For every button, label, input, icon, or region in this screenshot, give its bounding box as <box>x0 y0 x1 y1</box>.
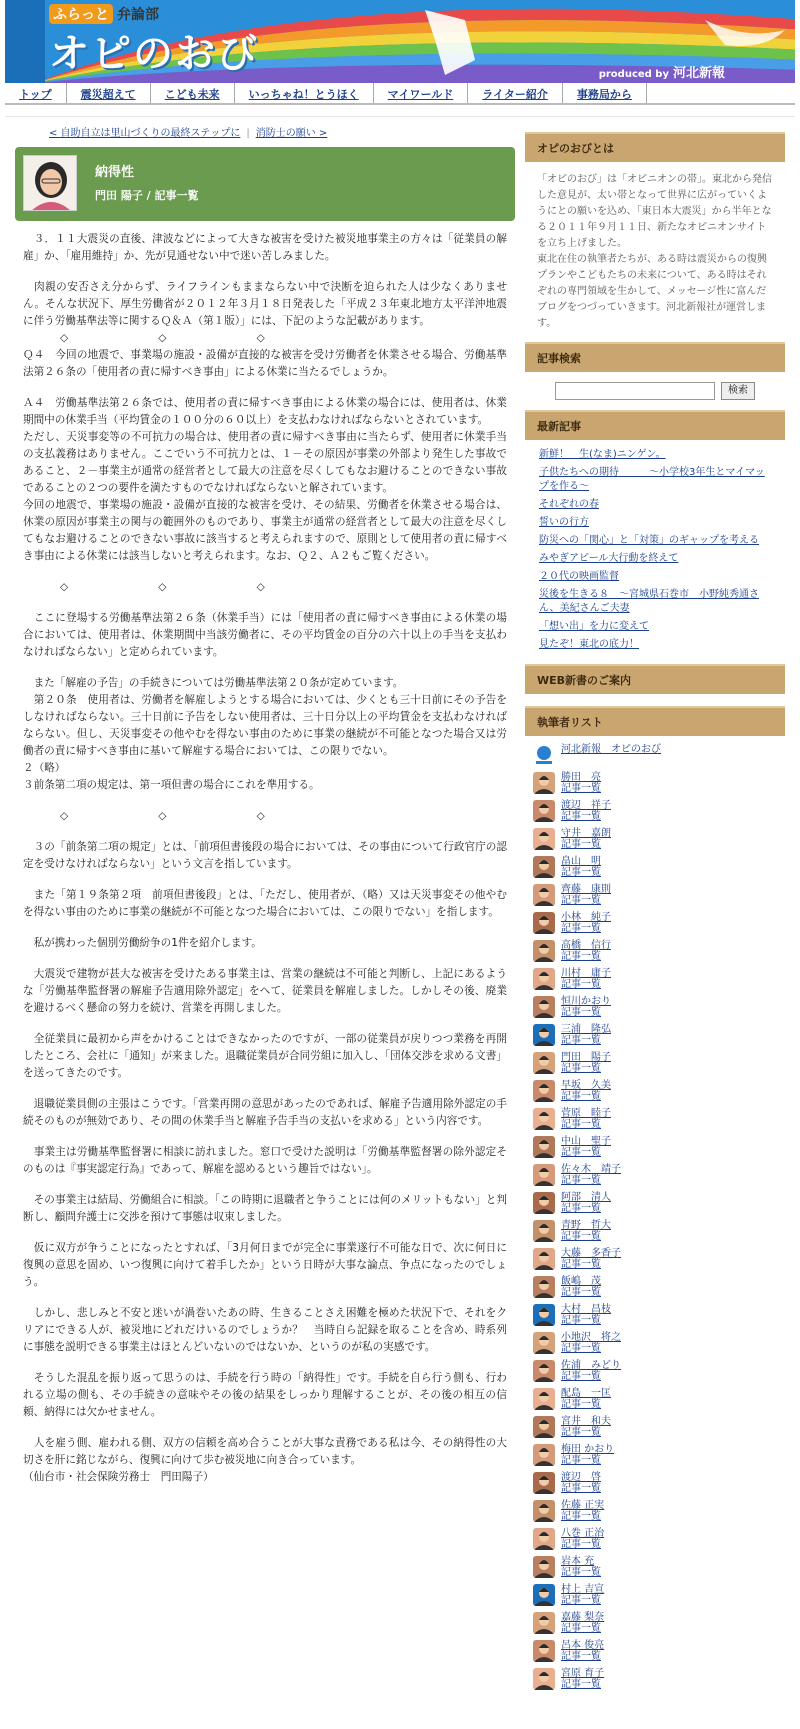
latest-article-item <box>539 534 771 548</box>
main-column <box>15 118 515 1486</box>
page <box>5 0 795 1729</box>
writer-articles-link[interactable]: 記事一覧 <box>561 895 601 906</box>
article-paragraph: 退職従業員側の主張はこうです。「営業再開の意思があったのであれば、解雇予告適用除外認定の手続そのものが無効であり、その間の休業手当と解雇予告手当の支払いを求める」という内容です。 <box>23 1098 507 1127</box>
writer-item <box>533 996 777 1024</box>
search-heading: 記事検索 <box>525 342 785 372</box>
writer-name-link[interactable]: 佐々木 靖子 <box>561 1164 621 1175</box>
writer-item <box>533 1108 777 1136</box>
writer-avatar-icon[interactable] <box>533 1444 555 1466</box>
latest-article-item <box>539 638 771 652</box>
article-paragraph: ただし、天災事変等の不可抗力の場合は、使用者の責に帰すべき事由に当たらず、使用者に休業手当の支払義務はありません。ここでいう不可抗力とは、１－その原因が事業の外部より発生した事故であること、２－事業主が通常の経営者として最大の注意を尽くしてもなお避けることのできない事故であることの２つの要件を満たすものでなければならないと解されています。 <box>23 431 507 494</box>
article-paragraph: その事業主は結局、労働組合に相談。「この時期に退職者と争うことには何のメリットもない」と判断し、顧問弁護士に交渉を預けて事態は収束しました。 <box>23 1194 507 1223</box>
nav-kodomo[interactable]: こども未来 <box>151 83 235 103</box>
writer-item <box>533 1080 777 1108</box>
writer-articles-link[interactable]: 記事一覧 <box>561 1091 601 1102</box>
writer-text <box>561 1276 601 1298</box>
writer-name-link[interactable]: 宮原 育子 <box>561 1668 605 1679</box>
search-form <box>525 372 785 410</box>
writer-item <box>533 1024 777 1052</box>
article-paragraph: 第２０条 使用者は、労働者を解雇しようとする場合においては、少くとも三十日前にその予告をしなければならない。三十日前に予告をしない使用者は、三十日分以上の平均賃金を支払わなければならない。但し、天災事変その他やむを得ない事由のために事業の継続が不可能となつた場合又は労働者の責に帰すべき事由に基いて解雇する場合においては、この限りでない。 <box>23 694 507 757</box>
writer-avatar-icon[interactable] <box>533 1304 555 1326</box>
writer-avatar-icon[interactable] <box>533 884 555 906</box>
writer-text <box>561 1360 621 1382</box>
writer-item <box>533 856 777 884</box>
writer-name-link[interactable]: 勝田 亮 <box>561 772 601 783</box>
writer-articles-link[interactable]: 記事一覧 <box>561 1623 601 1634</box>
writer-item <box>533 1612 777 1640</box>
writer-articles-link[interactable]: 記事一覧 <box>561 951 601 962</box>
writer-name-link[interactable]: 三浦 隆弘 <box>561 1024 611 1035</box>
latest-article-item <box>539 448 771 462</box>
latest-article-link[interactable]: 見たぞ！東北の底力！ <box>539 639 639 650</box>
writer-articles-link[interactable]: 記事一覧 <box>561 1315 601 1326</box>
author-photo <box>23 155 77 211</box>
writer-name-link[interactable]: 青野 哲大 <box>561 1220 611 1231</box>
writer-name-link[interactable]: 守井 嘉朗 <box>561 828 611 839</box>
writer-avatar-icon[interactable] <box>533 940 555 962</box>
paragraph-gap <box>15 794 515 808</box>
article-paragraph: また「第１９条第２項 前項但書後段」とは、「ただし、使用者が、（略）又は天災事変その他やむを得ない事由のために事業の継続が不可能となつた場合においては、この限りでない」を指します。 <box>23 889 507 918</box>
article-title: 納得性 <box>95 165 135 180</box>
nav-office[interactable]: 事務局から <box>563 83 647 103</box>
writer-name-link[interactable]: 恒川かおり <box>561 996 611 1007</box>
latest-article-item <box>539 588 771 616</box>
writer-text <box>561 1332 621 1354</box>
writer-avatar-icon[interactable] <box>533 1220 555 1242</box>
writer-text <box>561 800 611 822</box>
writer-name-link[interactable]: 佐浦 みどり <box>561 1360 621 1371</box>
writer-item <box>533 884 777 912</box>
writer-item <box>533 968 777 996</box>
article-body <box>15 231 515 1486</box>
writer-avatar-icon[interactable] <box>533 1248 555 1270</box>
writer-name-link[interactable]: 齊藤 康則 <box>561 884 611 895</box>
paragraph-gap <box>15 1356 515 1370</box>
writer-name-link[interactable]: 小地沢 将之 <box>561 1332 621 1343</box>
author-articles-link[interactable]: 記事一覧 <box>154 189 199 202</box>
writer-articles-link[interactable]: 記事一覧 <box>561 1287 601 1298</box>
writer-item <box>533 1388 777 1416</box>
article-paragraph: 全従業員に最初から声をかけることはできなかったのですが、一部の従業員が戻りつつ業務を再開したところ、会社に「通知」が来ました。退職従業員が合同労組に加入し、「団体交渉を求める文書」を送ってきたのです。 <box>23 1033 507 1079</box>
paragraph-gap <box>15 1178 515 1192</box>
writer-avatar-icon[interactable] <box>533 1136 555 1158</box>
pager-separator: | <box>246 128 250 139</box>
logo-club: 弁論部 <box>117 7 159 23</box>
latest-article-item <box>539 620 771 634</box>
writer-text <box>561 1416 611 1438</box>
writer-articles-link[interactable]: 記事一覧 <box>561 1007 601 1018</box>
writer-name-link[interactable]: 中山 聖子 <box>561 1136 611 1147</box>
paragraph-gap <box>15 825 515 839</box>
nav-myworld[interactable]: マイワールド <box>374 83 469 103</box>
search-input[interactable] <box>555 382 715 400</box>
latest-article-link[interactable]: 災後を生きる８ 〜宮城県石巻市 小野純秀通さん、美紀さんご夫妻 <box>539 589 759 614</box>
writer-text <box>561 828 611 850</box>
web-books-heading[interactable]: WEB新書のご案内 <box>525 664 785 694</box>
writer-articles-link[interactable]: 記事一覧 <box>561 1343 601 1354</box>
writer-item <box>533 744 777 772</box>
writer-item <box>533 1192 777 1220</box>
writer-text <box>561 1080 611 1102</box>
writer-text <box>561 744 661 755</box>
paragraph-gap <box>15 661 515 675</box>
nav-shinsai[interactable]: 震災超えて <box>67 83 151 103</box>
writer-avatar-icon[interactable] <box>533 1024 555 1046</box>
sidebar <box>525 132 785 1704</box>
writer-avatar-icon[interactable] <box>533 1052 555 1074</box>
writer-name-link[interactable]: 渡辺 啓 <box>561 1472 601 1483</box>
writer-articles-link[interactable]: 記事一覧 <box>561 1427 601 1438</box>
writer-articles-link[interactable]: 記事一覧 <box>561 1175 601 1186</box>
writer-avatar-icon[interactable] <box>533 912 555 934</box>
writer-avatar-icon[interactable] <box>533 1164 555 1186</box>
article-paragraph: 事業主は労働基準監督署に相談に訪れました。窓口で受けた説明は「労働基準監督署の除外認定そのものは『事実認定行為』であって、解雇を認めるという趣旨ではない」。 <box>23 1146 507 1175</box>
latest-heading: 最新記事 <box>525 410 785 440</box>
writer-avatar-icon[interactable] <box>533 1192 555 1214</box>
writer-articles-link[interactable]: 記事一覧 <box>561 1063 601 1074</box>
writer-item <box>533 1276 777 1304</box>
writer-name-link[interactable]: 八巻 正治 <box>561 1528 605 1539</box>
writer-articles-link[interactable]: 記事一覧 <box>561 1203 601 1214</box>
writer-item <box>533 1472 777 1500</box>
writer-avatar-icon[interactable] <box>533 1612 555 1634</box>
writers-heading: 執筆者リスト <box>525 706 785 736</box>
writer-name-link[interactable]: 宮井 和夫 <box>561 1416 611 1427</box>
writer-text <box>561 1444 614 1466</box>
paragraph-gap <box>15 1082 515 1096</box>
writer-text <box>561 1052 611 1074</box>
writer-articles-link[interactable]: 記事一覧 <box>561 839 601 850</box>
writer-avatar-icon[interactable] <box>533 1388 555 1410</box>
latest-article-link[interactable]: 子供たちへの期待 〜小学校3年生とマイマップを作る〜 <box>539 467 765 492</box>
latest-article-link[interactable]: 防災への「関心」と「対策」のギャップを考える <box>539 535 759 546</box>
writer-name-link[interactable]: 村上 吉宣 <box>561 1584 605 1595</box>
writer-articles-link[interactable]: 記事一覧 <box>561 1455 601 1466</box>
site-banner[interactable] <box>5 0 795 83</box>
writer-avatar-icon[interactable] <box>533 1080 555 1102</box>
paragraph-gap <box>15 381 515 395</box>
writer-item <box>533 1556 777 1584</box>
paragraph-gap <box>15 1291 515 1305</box>
writer-text <box>561 1220 611 1242</box>
writer-avatar-icon[interactable] <box>533 1108 555 1130</box>
paragraph-gap <box>15 1130 515 1144</box>
writer-name-link[interactable]: 飯嶋 茂 <box>561 1276 601 1287</box>
article-paragraph: 今回の地震で、事業場の施設・設備が直接的な被害を受け、その結果、労働者を休業させる場合は、休業の原因が事業主の関与の範囲外のものであり、事業主が通常の経営者として最大の注意を尽くしてもなお避けることのできない事故に該当すると考えられますので、原則として使用者の責に帰すべき事由による休業には該当しないと考えられます。なお、Ｑ２、Ａ２もご覧ください。 <box>23 499 507 562</box>
nav-tohoku[interactable]: いっちゃね！とうほく <box>235 83 374 103</box>
article-paragraph: ２（略） <box>23 762 66 774</box>
divider <box>5 105 795 117</box>
writer-articles-link[interactable]: 記事一覧 <box>561 1147 601 1158</box>
kahoku-logo-icon[interactable] <box>533 744 555 766</box>
writer-articles-link[interactable]: 記事一覧 <box>561 1567 601 1578</box>
writer-articles-link[interactable]: 記事一覧 <box>561 1595 601 1606</box>
writer-articles-link[interactable]: 記事一覧 <box>561 923 601 934</box>
article-paragraph: ◇ ◇ ◇ <box>60 581 267 593</box>
article-paragraph: 大震災で建物が甚大な被害を受けたある事業主は、営業の継続は不可能と判断し、上記にあるような「労働基準監督署の解雇予告適用除外認定」をへて、従業員を解雇しました。しかしその後、廃業を避けるべく懸命の努力を続け、営業を再開しました。 <box>23 968 507 1014</box>
about-paragraph-1: 「オピのおび」は「オピニオンの帯」。東北から発信した意見が、太い帯となって世界に広がっていくようにとの願いを込め、「東日本大震災」から半年となる２０１１年９月１１日、新たなオピニオンサイトを立ち上げました。 <box>537 174 772 249</box>
writer-item <box>533 940 777 968</box>
writer-avatar-icon[interactable] <box>533 856 555 878</box>
writer-avatar-icon[interactable] <box>533 1668 555 1690</box>
writer-avatar-icon[interactable] <box>533 968 555 990</box>
spacer <box>525 694 785 706</box>
writer-text <box>561 1108 611 1130</box>
writer-name-link[interactable]: 渡辺 祥子 <box>561 800 611 811</box>
article-paragraph: ◇ ◇ ◇ <box>60 332 267 344</box>
writer-text <box>561 968 611 990</box>
writer-articles-link[interactable]: 記事一覧 <box>561 1511 601 1522</box>
article-author: 門田 陽子 / 記事一覧 <box>95 189 199 202</box>
writer-text <box>561 1472 601 1494</box>
writer-text <box>561 1612 604 1634</box>
writer-articles-link[interactable]: 記事一覧 <box>561 1399 601 1410</box>
writer-item <box>533 1528 777 1556</box>
prev-article-link[interactable]: < 自助自立は里山づくりの最終ステップに <box>49 128 241 139</box>
article-paragraph: 仮に双方が争うことになったとすれば、「3月何日までが完全に事業遂行不可能な日で、次に何日に復興の意思を固め、いつ復興に向けて着手したか」という日時が大事な論点、争点になったのでしょう。 <box>23 1242 507 1288</box>
writer-name-link[interactable]: 高橋 信行 <box>561 940 611 951</box>
paragraph-gap <box>15 596 515 610</box>
latest-article-item <box>539 466 771 494</box>
writer-avatar-icon[interactable] <box>533 800 555 822</box>
writer-item <box>533 1220 777 1248</box>
article-paragraph: ３の「前条第二項の規定」とは、「前項但書後段の場合においては、その事由について行政官庁の認定を受けなければならない」という文言を指しています。 <box>23 841 507 870</box>
writer-avatar-icon[interactable] <box>533 1556 555 1578</box>
writer-name-link[interactable]: 畠山 明 <box>561 856 601 867</box>
writer-name-link[interactable]: 配島 一匡 <box>561 1388 611 1399</box>
writer-text <box>561 1192 611 1214</box>
paragraph-gap <box>15 921 515 935</box>
writer-name-link[interactable]: 佐藤 正実 <box>561 1500 605 1511</box>
latest-article-link[interactable]: 新鮮！ 生(なま)ニンゲン。 <box>539 449 666 460</box>
writer-name-link[interactable]: 早坂 久美 <box>561 1080 611 1091</box>
writer-avatar-icon[interactable] <box>533 1584 555 1606</box>
article-header <box>15 147 515 221</box>
writer-item <box>533 1164 777 1192</box>
writer-articles-link[interactable]: 記事一覧 <box>561 783 601 794</box>
paragraph-gap <box>15 1017 515 1031</box>
writer-name-link[interactable]: 大藤 多香子 <box>561 1248 621 1259</box>
writer-item <box>533 1584 777 1612</box>
about-heading: オピのおびとは <box>525 132 785 162</box>
about-text <box>525 162 785 342</box>
paragraph-gap <box>15 565 515 579</box>
writer-articles-link[interactable]: 記事一覧 <box>561 1259 601 1270</box>
writer-articles-link[interactable]: 記事一覧 <box>561 1231 601 1242</box>
paragraph-gap <box>15 1226 515 1240</box>
writer-item <box>533 912 777 940</box>
latest-article-item <box>539 570 771 584</box>
paragraph-gap <box>15 265 515 279</box>
writer-avatar-icon[interactable] <box>533 1500 555 1522</box>
writer-item <box>533 828 777 856</box>
writer-name-link[interactable]: 小林 純子 <box>561 912 611 923</box>
next-article-link[interactable]: 消防士の願い > <box>255 128 328 139</box>
writer-item <box>533 1668 777 1696</box>
article-paragraph: Ｑ４ 今回の地震で、事業場の施設・設備が直接的な被害を受け労働者を休業させる場合、労働基準法第２６条の「使用者の責に帰すべき事由」による休業に当たるでしょうか。 <box>23 349 507 378</box>
writer-text <box>561 1668 604 1690</box>
writer-text <box>561 1136 611 1158</box>
writer-articles-link[interactable]: 記事一覧 <box>561 1371 601 1382</box>
article-paragraph: ３．１１大震災の直後、津波などによって大きな被害を受けた被災地事業主の方々は「従業員の解雇」か、「雇用維持」か、先が見通せない中で迷い苦しみました。 <box>23 233 507 262</box>
article-paragraph: しかし、悲しみと不安と迷いが渦巻いたあの時、生きることさえ困難を極めた状況下で、それをクリアにできる人が、被災地にどれだけいるのでしょうか？ 当時自ら記録を取ることを含め、時系列に事態を説明できる事業主はほとんどいないのではないか、というのが私の実感です。 <box>23 1307 507 1353</box>
writer-articles-link[interactable]: 記事一覧 <box>561 979 601 990</box>
writer-text <box>561 1304 611 1326</box>
writer-avatar-icon[interactable] <box>533 1360 555 1382</box>
article-paragraph: ここに登場する労働基準法第２６条（休業手当）には「使用者の責に帰すべき事由による休業の場合においては、使用者は、休業期間中当該労働者に、その平均賃金の百分の六十以上の手当を支払わなければならない」と定められています。 <box>23 612 507 658</box>
article-paragraph: 人を雇う側、雇われる側、双方の信頼を高め合うことが大事な責務である私は今、その納得性の大切さを肝に銘じながら、復興に向けて歩む被災地に向き合っています。 <box>23 1437 507 1466</box>
article-paragraph: ３前条第二項の規定は、第一項但書の場合にこれを準用する。 <box>23 779 320 791</box>
paragraph-gap <box>15 1421 515 1435</box>
writer-avatar-icon[interactable] <box>533 1416 555 1438</box>
latest-article-item <box>539 552 771 566</box>
article-paragraph: ◇ ◇ ◇ <box>60 810 267 822</box>
writer-articles-link[interactable]: 記事一覧 <box>561 1483 601 1494</box>
writer-name-link[interactable]: 門田 陽子 <box>561 1052 611 1063</box>
latest-article-link[interactable]: 誓いの行方 <box>539 517 589 528</box>
writer-text <box>561 884 611 906</box>
latest-article-item <box>539 498 771 512</box>
produced-by-label: produced by <box>598 69 669 80</box>
writer-item <box>533 1444 777 1472</box>
writer-item <box>533 1416 777 1444</box>
writer-text <box>561 856 601 878</box>
article-paragraph: 肉親の安否さえ分からず、ライフラインもままならない中で決断を迫られた人は少なくありません。そんな状況下、厚生労働省が２０１２年３月１８日発表した「平成２３年東北地方太平洋沖地震に伴う労働基準法等に関するＱ＆Ａ（第１版）」には、下記のような記載があります。 <box>23 281 507 327</box>
writer-text <box>561 1248 621 1270</box>
writer-item <box>533 800 777 828</box>
writer-avatar-icon[interactable] <box>533 1472 555 1494</box>
writer-articles-link[interactable]: 記事一覧 <box>561 1539 601 1550</box>
writer-avatar-icon[interactable] <box>533 1332 555 1354</box>
site-logo[interactable] <box>49 4 259 79</box>
global-nav <box>5 83 795 105</box>
writer-text <box>561 1024 611 1046</box>
writer-text <box>561 1584 604 1606</box>
writer-avatar-icon[interactable] <box>533 1276 555 1298</box>
writer-item <box>533 1500 777 1528</box>
search-button[interactable]: 検索 <box>721 382 755 400</box>
writer-name-link[interactable]: 岩本 充 <box>561 1556 595 1567</box>
latest-article-item <box>539 516 771 530</box>
writer-articles-link[interactable]: 記事一覧 <box>561 1119 601 1130</box>
latest-articles <box>525 440 785 664</box>
article-paragraph: また「解雇の予告」の手続きについては労働基準法第２０条が定めています。 <box>23 677 404 689</box>
writer-articles-link[interactable]: 記事一覧 <box>561 1679 601 1690</box>
writer-item <box>533 1052 777 1080</box>
writer-text <box>561 1164 621 1186</box>
writer-text <box>561 996 611 1018</box>
writer-articles-link[interactable]: 記事一覧 <box>561 1651 601 1662</box>
writer-item <box>533 1640 777 1668</box>
author-avatar-icon <box>24 156 77 211</box>
writer-item <box>533 1248 777 1276</box>
nav-top[interactable]: トップ <box>5 83 67 103</box>
writer-name-link[interactable]: 呂本 俊亮 <box>561 1640 605 1651</box>
writer-item <box>533 1332 777 1360</box>
writer-name-link[interactable]: 梅田 かおり <box>561 1444 615 1455</box>
nav-writers[interactable]: ライター紹介 <box>468 83 563 103</box>
writer-articles-link[interactable]: 記事一覧 <box>561 867 601 878</box>
writer-text <box>561 1556 601 1578</box>
paragraph-gap <box>15 873 515 887</box>
writer-item <box>533 1304 777 1332</box>
writer-item <box>533 1360 777 1388</box>
latest-article-link[interactable]: それぞれの春 <box>539 499 599 510</box>
logo-prefix: ふらっと <box>49 4 113 24</box>
writer-avatar-icon[interactable] <box>533 828 555 850</box>
writer-text <box>561 1500 604 1522</box>
paragraph-gap <box>15 952 515 966</box>
writer-text <box>561 772 601 794</box>
article-pager <box>15 118 515 147</box>
latest-article-link[interactable]: みやぎアピール大行動を終えて <box>539 553 679 564</box>
logo-title: オピのおび <box>49 31 259 77</box>
writer-name-link[interactable]: 菅原 睦子 <box>561 1108 611 1119</box>
writer-avatar-icon[interactable] <box>533 772 555 794</box>
latest-article-link[interactable]: 「想い出」を力に変えて <box>539 621 649 632</box>
writer-avatar-icon[interactable] <box>533 1528 555 1550</box>
article-paragraph: 私が携わった個別労働紛争の1件を紹介します。 <box>23 937 262 949</box>
article-paragraph: そうした混乱を振り返って思うのは、手続を行う時の「納得性」です。手続を自ら行う側も、行われる立場の側も、その手続きの意味やその後の結果をしっかり理解することが、その後の相互の信頼、納得には欠かせません。 <box>23 1372 507 1418</box>
article-paragraph: （仙台市・社会保険労務士 門田陽子） <box>23 1471 214 1483</box>
author-name[interactable]: 門田 陽子 <box>95 189 143 202</box>
writer-text <box>561 940 611 962</box>
writer-avatar-icon[interactable] <box>533 1640 555 1662</box>
article-paragraph: Ａ４ 労働基準法第２６条では、使用者の責に帰すべき事由による休業の場合には、使用者は、休業期間中の休業手当（平均賃金の１００分の６０以上）を支払わなければならないとされています。 <box>23 397 507 426</box>
writer-item <box>533 1136 777 1164</box>
writer-name-link[interactable]: 嘉藤 梨奈 <box>561 1612 605 1623</box>
writer-name-link[interactable]: 阿部 清人 <box>561 1192 611 1203</box>
latest-article-link[interactable]: ２０代の映画監督 <box>539 571 619 582</box>
writer-avatar-icon[interactable] <box>533 996 555 1018</box>
writer-text <box>561 1388 611 1410</box>
writer-name-link[interactable]: 川村 庸子 <box>561 968 611 979</box>
writers-list <box>525 736 785 1704</box>
produced-by <box>599 62 725 81</box>
writer-articles-link[interactable]: 記事一覧 <box>561 811 601 822</box>
writer-text <box>561 912 611 934</box>
company-name: 河北新報 <box>672 66 725 81</box>
about-paragraph-2: 東北在住の執筆者たちが、ある時は震災からの復興プランやこどもたちの未来について、ある時はそれぞれの専門領域を生かして、メッセージ性に富んだブログをつづっていきます。河北新報社が運営します。 <box>537 254 767 329</box>
writer-name-link[interactable]: 大村 昌枝 <box>561 1304 611 1315</box>
writer-name-link[interactable]: 河北新報 オピのおび <box>561 744 661 755</box>
writer-item <box>533 772 777 800</box>
writer-articles-link[interactable]: 記事一覧 <box>561 1035 601 1046</box>
writer-text <box>561 1528 604 1550</box>
writer-text <box>561 1640 604 1662</box>
